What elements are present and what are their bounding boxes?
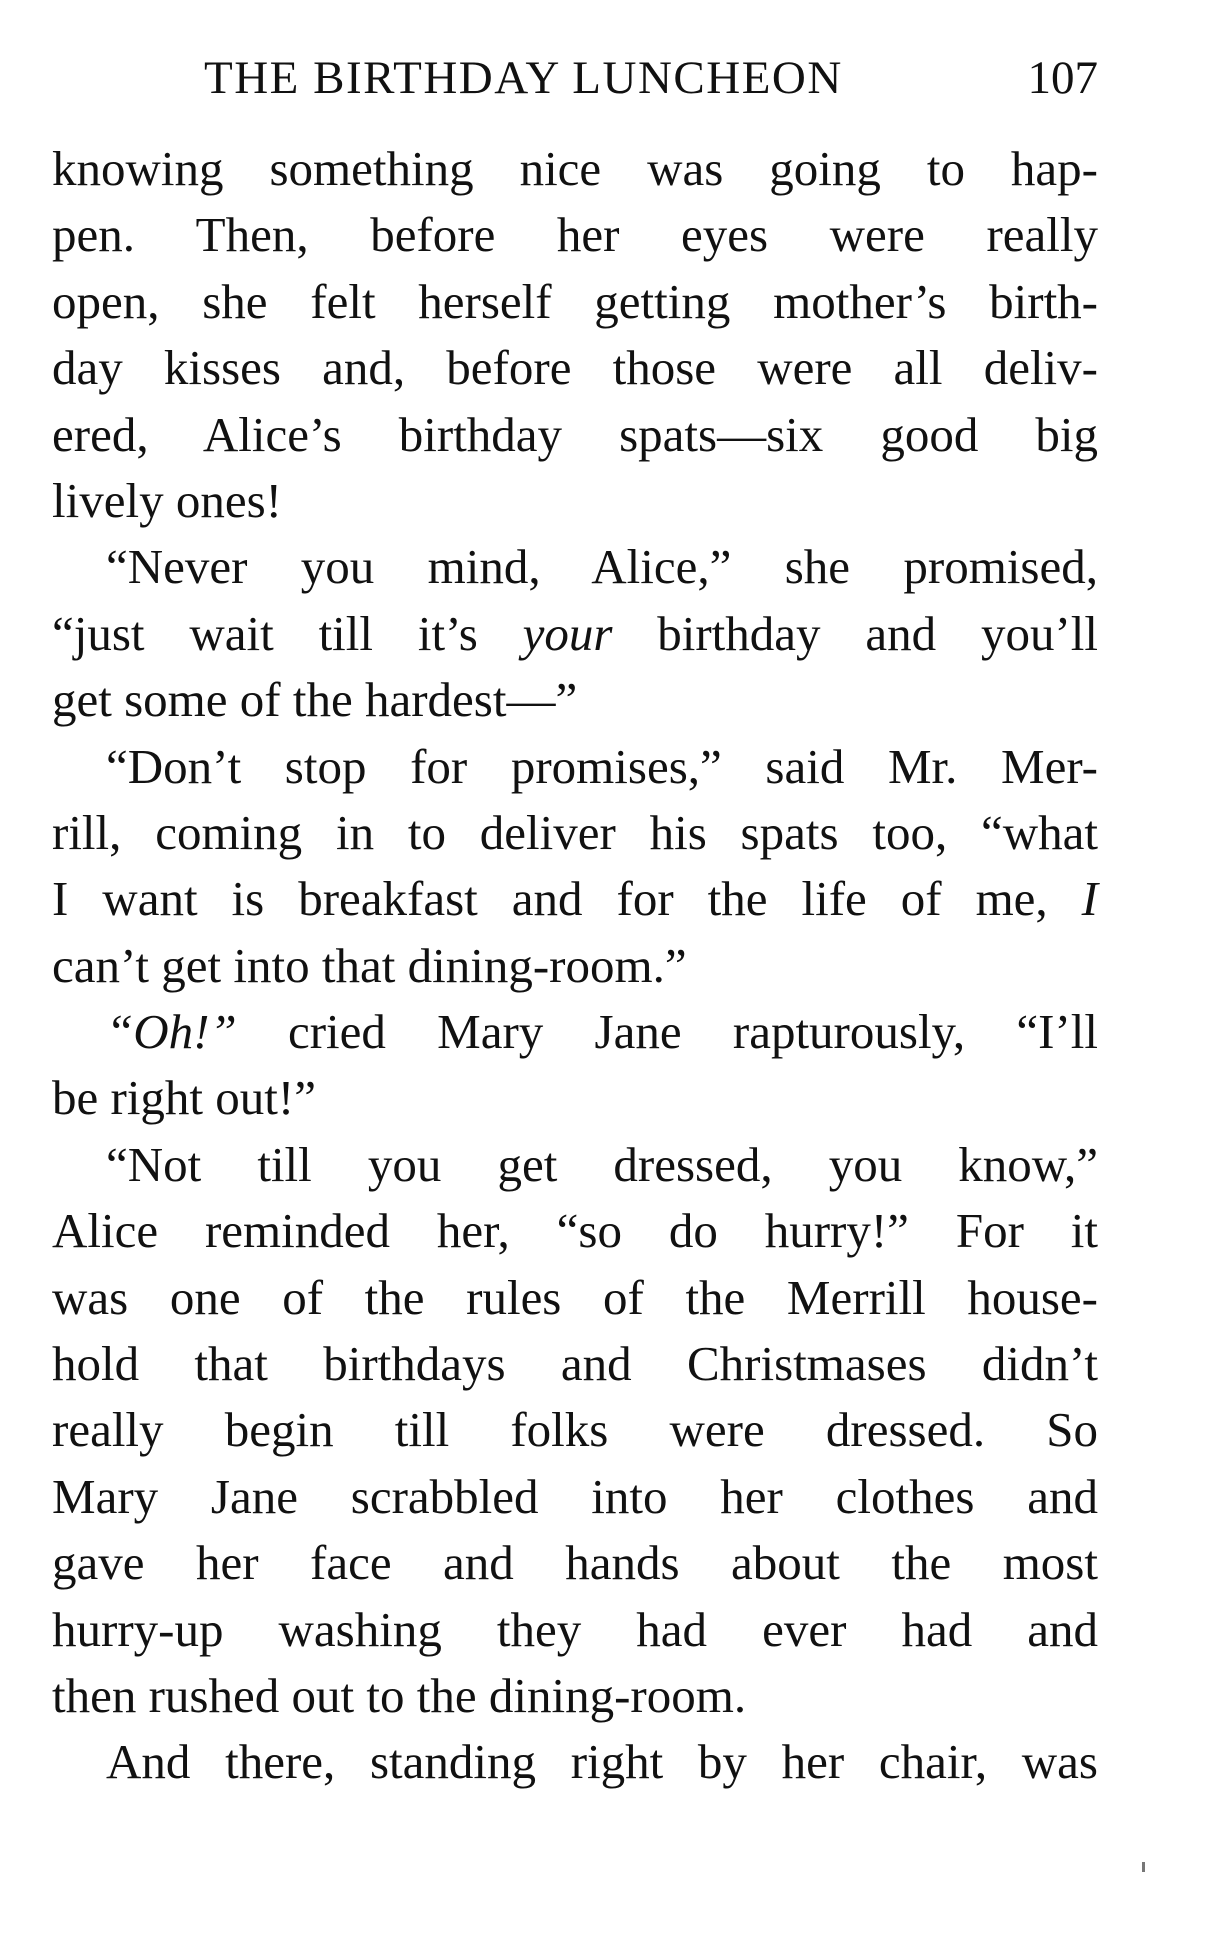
text-line: really begin till folks were dressed. So — [52, 1402, 1098, 1458]
page-number: 107 — [1027, 52, 1098, 104]
text-line: Alice reminded her, “so do hurry!” For it — [52, 1203, 1098, 1259]
text-line: was one of the rules of the Merrill house- — [52, 1269, 1098, 1325]
running-head-title: THE BIRTHDAY LUNCHEON — [204, 52, 843, 104]
text-line: “Don’t stop for promises,” said Mr. Mer- — [106, 738, 1098, 794]
text-line: pen. Then, before her eyes were really — [52, 207, 1098, 263]
emphasis: I — [1047, 871, 1098, 927]
text-line: “Never you mind, Alice,” she promised, — [106, 539, 1098, 595]
text-line: knowing something nice was going to hap- — [52, 141, 1098, 196]
text-line: ered, Alice’s birthday spats—six good big — [52, 406, 1098, 462]
text-line: hurry-up washing they had ever had and — [52, 1601, 1098, 1657]
text-line: “Oh!” cried Mary Jane rapturously, “I’ll — [106, 1004, 1098, 1060]
text-line: hold that birthdays and Christmases didn’t — [52, 1336, 1098, 1392]
text-line: then rushed out to the dining-room. — [52, 1667, 747, 1723]
text-line: gave her face and hands about the most — [52, 1535, 1098, 1591]
text-line: be right out!” — [52, 1070, 316, 1126]
emphasis: “Oh!” — [106, 1004, 237, 1060]
text-line: get some of the hardest—” — [52, 672, 578, 728]
body-text — [52, 136, 1098, 1796]
emphasis: your — [522, 605, 613, 661]
text-line: Mary Jane scrabbled into her clothes and — [52, 1468, 1098, 1524]
text-line: lively ones! — [52, 472, 282, 528]
text-line: rill, coming in to deliver his spats too, “what — [52, 804, 1098, 860]
text-line: can’t get into that dining-room.” — [52, 937, 687, 993]
stray-print-mark — [1142, 1862, 1145, 1872]
text-line: day kisses and, before those were all deliv- — [52, 340, 1098, 396]
text-line: “Not till you get dressed, you know,” — [106, 1136, 1098, 1192]
text-line: “just wait till it’s your birthday and you’ll — [52, 605, 1098, 661]
text-line: open, she felt herself getting mother’s birth- — [52, 273, 1098, 329]
running-head — [52, 48, 1098, 108]
text-line: And there, standing right by her chair, was — [106, 1734, 1098, 1790]
text-line: I want is breakfast and for the life of me, I — [52, 871, 1098, 927]
